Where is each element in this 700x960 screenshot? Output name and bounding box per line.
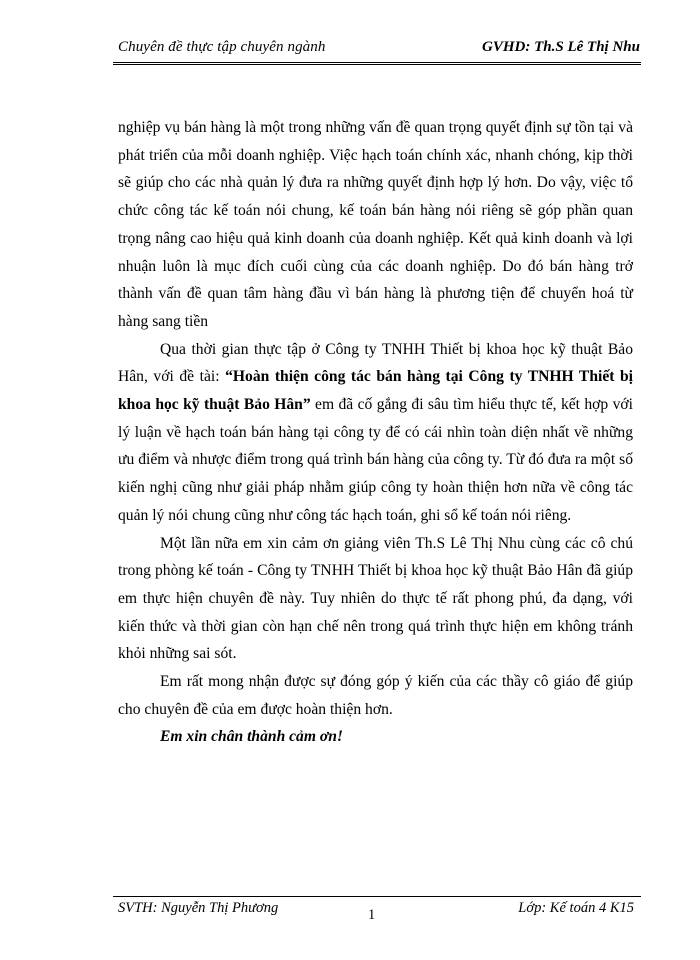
thesis-title: “Hoàn thiện công tác bán hàng tại Công ty TNHH Thiết bị khoa học kỹ thuật Bảo Hân” [118, 368, 633, 414]
header-supervisor: GVHD: Th.S Lê Thị Nhu [482, 39, 640, 55]
footer-student: SVTH: Nguyễn Thị Phương [118, 900, 279, 916]
paragraph-4: Em rất mong nhận được sự đóng góp ý kiến của các thầy cô giáo để giúp cho chuyên đề của em được hoàn thiện hơn. [118, 673, 633, 718]
closing-line: Em xin chân thành cảm ơn! [160, 728, 343, 746]
paragraph-3: Một lần nữa em xin cảm ơn giảng viên Th.S Lê Thị Nhu cùng các cô chú trong phòng kế toán - Công ty TNHH Thiết bị khoa học kỹ thuật Bảo Hân đã giúp em thực hiện chuyên đề này. Tuy nhiên do thực tế rất phong phú, đa dạng, với kiến thức và thời gian còn hạn chế nên trong quá trình thực hiện em không tránh khỏi những sai sót. [118, 534, 633, 663]
page-footer [118, 900, 638, 922]
footer-class: Lớp: Kế toán 4 K15 [518, 900, 634, 916]
page-number: 1 [368, 907, 376, 923]
page-header [118, 39, 640, 61]
header-divider [113, 62, 641, 65]
paragraph-2 [118, 336, 633, 530]
footer-divider [113, 896, 641, 897]
header-course-title: Chuyên đề thực tập chuyên ngành [118, 39, 326, 55]
paragraph-2-intro: Qua thời gian thực tập ở Công ty TNHH Thiết bị khoa học kỹ thuật Bảo Hân, với đề tài: [118, 340, 633, 386]
paragraph-1: nghiệp vụ bán hàng là một trong những vấn đề quan trọng quyết định sự tồn tại và phát triển của mỗi doanh nghiệp. Việc hạch toán chính xác, nhanh chóng, kịp thời sẽ giúp cho các nhà quản lý đưa ra những quyết định hợp lý hơn. Do vậy, việc tổ chức công tác kế toán nói chung, kế toán bán hàng nói riêng sẽ góp phần quan trọng nâng cao hiệu quả kinh doanh của doanh nghiệp. Kết quả kinh doanh và lợi nhuận luôn là mục đích cuối cùng của các doanh nghiệp. Do đó bán hàng trở thành vấn đề quan tâm hàng đầu vì bán hàng là phương tiện để chuyển hoá từ hàng sang tiền [118, 119, 633, 330]
paragraph-2-rest: em đã cố gắng đi sâu tìm hiểu thực tế, kết hợp với lý luận về hạch toán bán hàng tại công ty để có cái nhìn toàn diện nhất về những ưu điểm và nhược điểm trong quá trình bán hàng của công ty. Từ đó đưa ra một số kiến nghị cũng như giải pháp nhằm giúp công ty hoàn thiện hơn nữa về công tác quản lý nói chung cũng như công tác hạch toán, ghi sổ kế toán nói riêng. [118, 396, 633, 524]
document-body [118, 114, 633, 751]
